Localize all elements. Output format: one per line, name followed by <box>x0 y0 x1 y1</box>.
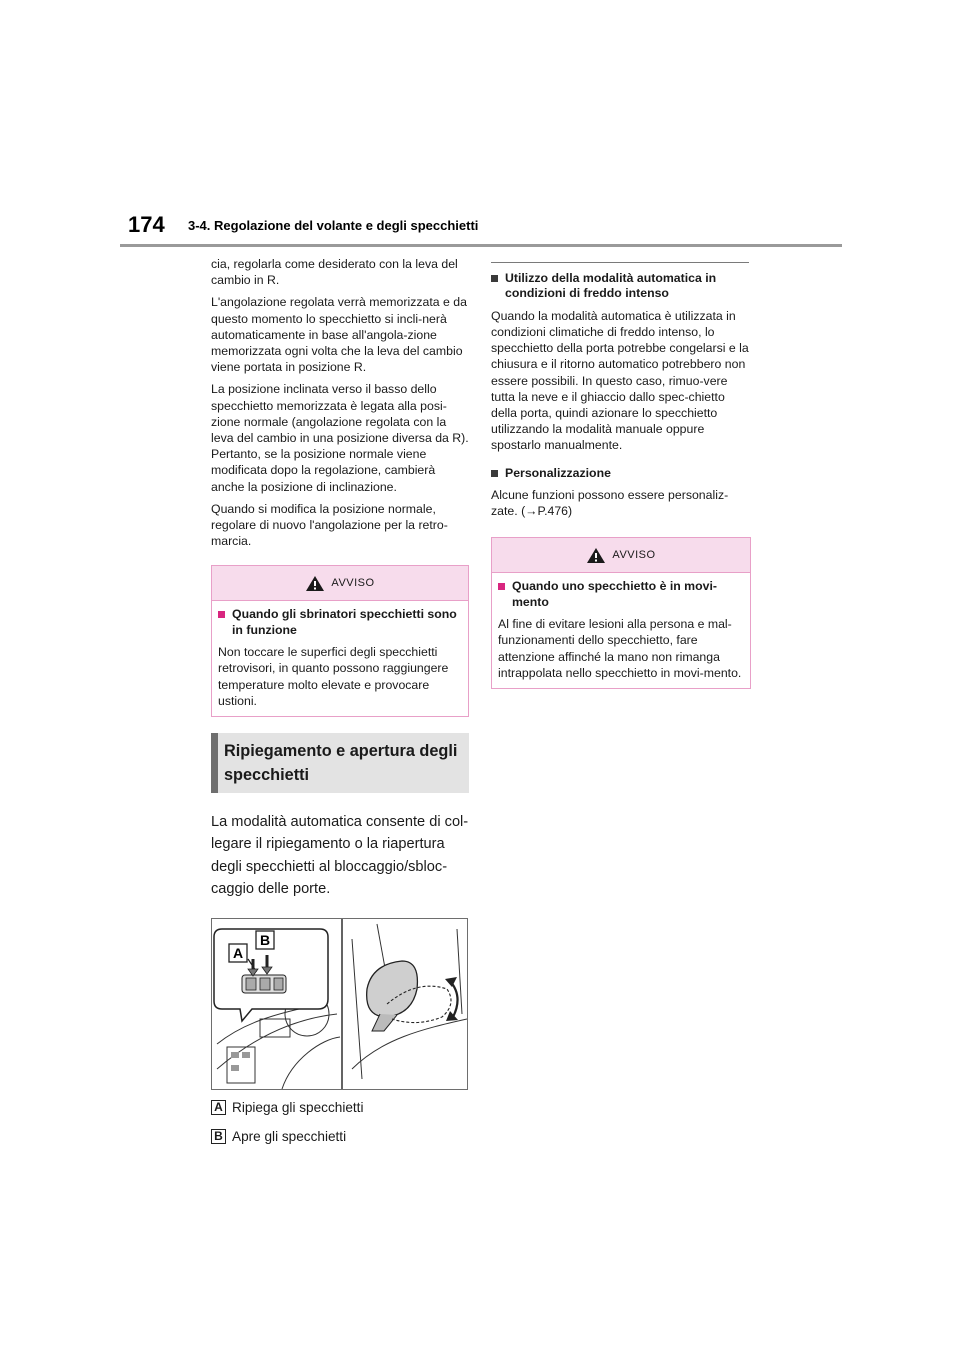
running-header: 3-4. Regolazione del volante e degli specchietti <box>188 218 479 233</box>
note-cold-weather <box>491 271 751 302</box>
warning-triangle-icon <box>586 547 606 564</box>
left-column <box>211 256 469 1144</box>
legend-text: Apre gli specchietti <box>232 1128 347 1144</box>
paragraph: Quando si modifica la posizione normale, regolare di nuovo l'angolazione per la retro-marcia. <box>211 501 448 549</box>
warning-header <box>492 538 750 573</box>
page-number: 174 <box>128 212 165 237</box>
note-title: Personalizzazione <box>505 465 611 480</box>
legend-key: A <box>211 1100 226 1115</box>
warning-title: Quando gli sbrinatori specchietti sono in funzione <box>232 607 457 637</box>
note-title: Utilizzo della modalità automatica in condizioni di freddo intenso <box>505 271 717 301</box>
bullet-square-icon <box>218 611 225 618</box>
bullet-square-icon <box>491 275 498 282</box>
warning-header <box>212 566 468 601</box>
legend-item-b <box>211 1129 469 1144</box>
section-intro: La modalità automatica consente di col-legare il ripiegamento o la riapertura degli specchietti al bloccaggio/sbloc-caggio delle porte. <box>211 814 469 898</box>
section-title: Ripiegamento e apertura degli specchietti <box>211 733 469 793</box>
illustration-drawing <box>212 919 467 1089</box>
paragraph: cia, regolarla come desiderato con la leva del cambio in R. <box>211 257 458 288</box>
right-column <box>491 262 751 689</box>
legend-text: Ripiega gli specchietti <box>232 1099 364 1115</box>
note-rule <box>491 262 749 263</box>
warning-triangle-icon <box>305 575 325 592</box>
note-customization <box>491 466 751 481</box>
warning-title: Quando uno specchietto è in movi-mento <box>512 579 717 609</box>
warning-label: AVVISO <box>612 549 656 562</box>
warning-text: Non toccare le superfici degli specchietti retrovisori, in quanto possono raggiungere temperature molto elevate e provocare ustioni. <box>218 645 449 708</box>
header-rule <box>120 244 842 247</box>
callout-label-b: B <box>259 931 271 948</box>
mirror-switch-illustration <box>211 918 468 1090</box>
bullet-square-icon <box>491 470 498 477</box>
paragraph: La posizione inclinata verso il basso dello specchietto memorizzata è legata alla posi-zione normale (angolazione regolata con la leva del cambio in una posizione diversa da R). Pertanto, se la posizione normale viene modificata dopo la regolazione, cambierà anche la posizione di inclinazione. <box>211 382 469 494</box>
paragraph: L'angolazione regolata verrà memorizzata e da questo momento lo specchietto si incli-nerà automaticamente in base all'angola-zione memorizzata ogni volta che la leva del cambio viene portata in posizione R. <box>211 295 467 375</box>
legend-key: B <box>211 1129 226 1144</box>
warning-box-mirror-moving <box>491 537 751 689</box>
legend-item-a <box>211 1100 469 1115</box>
warning-label: AVVISO <box>331 577 375 590</box>
bullet-square-icon <box>498 583 505 590</box>
callout-label-a: A <box>232 944 244 961</box>
warning-box-defroster <box>211 565 469 717</box>
warning-text: Al fine di evitare lesioni alla persona e mal-funzionamenti dello specchietto, fare attenzione affinché la mano non rimanga intrappolata nello specchietto in movi-mento. <box>498 617 742 680</box>
note-text: Quando la modalità automatica è utilizzata in condizioni climatiche di freddo intenso, lo specchietto della porta potrebbe congelarsi e la chiusura e il ritorno automatico potrebbero non essere possibili. In questo caso, rimuo-vere tutta la neve e il ghiaccio dallo spec-chietto della porta, quindi azionare lo specchietto utilizzando la modalità manuale oppure spostarlo manualmente. <box>491 308 749 453</box>
note-text: Alcune funzioni possono essere personaliz-zate. (→P.476) <box>491 488 729 519</box>
